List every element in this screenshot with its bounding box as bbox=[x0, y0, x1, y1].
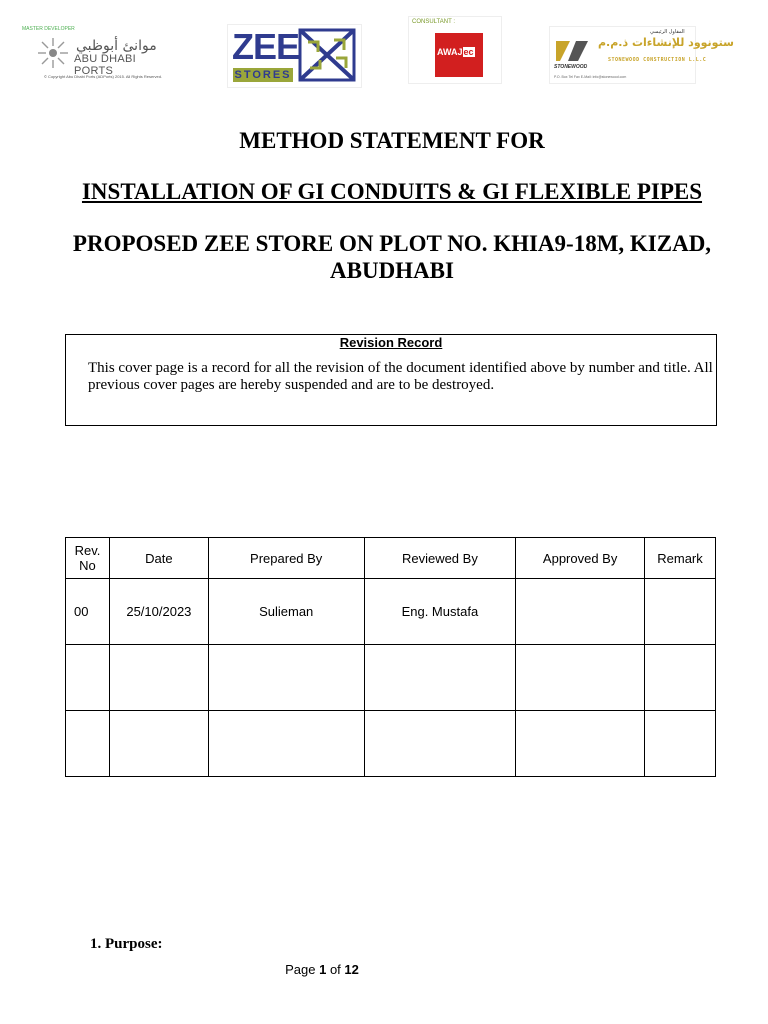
header-date: Date bbox=[109, 538, 208, 579]
cell-remark bbox=[645, 579, 716, 645]
revision-record-text: This cover page is a record for all the revision of the document identified above by number and title. All previous cover pages are hereby suspended and are to be destroyed. bbox=[88, 360, 713, 393]
main-contractor-label: المقاول الرئيسي bbox=[650, 29, 685, 35]
master-developer-label: MASTER DEVELOPER bbox=[22, 26, 75, 32]
header-remark: Remark bbox=[645, 538, 716, 579]
adp-copyright: © Copyright Abu Dhabi Ports (ADPorts) 2015. All Rights Reserved. bbox=[44, 74, 163, 79]
cell-approved-by bbox=[516, 645, 645, 711]
cell-approved-by bbox=[516, 579, 645, 645]
header-prepared-by: Prepared By bbox=[208, 538, 364, 579]
cell-prepared-by bbox=[208, 711, 364, 777]
adp-name-english: ABU DHABI PORTS bbox=[74, 53, 136, 77]
table-row bbox=[66, 645, 716, 711]
zee-stores-band: STORES bbox=[234, 69, 292, 81]
revision-record-box bbox=[65, 334, 717, 426]
table-row bbox=[66, 711, 716, 777]
zee-wordmark: ZEE bbox=[232, 26, 300, 67]
table-header-row bbox=[66, 538, 716, 579]
cell-remark bbox=[645, 645, 716, 711]
revision-record-heading: Revision Record bbox=[339, 335, 443, 350]
abu-dhabi-ports-logo bbox=[20, 24, 178, 82]
stonewood-name-arabic: ستونوود للإنشاءات ذ.م.م bbox=[598, 36, 734, 49]
section-purpose-heading: 1. Purpose: bbox=[90, 936, 163, 952]
cell-rev-no bbox=[66, 711, 110, 777]
cell-rev-no: 00 bbox=[66, 579, 110, 645]
cell-date: 25/10/2023 bbox=[109, 579, 208, 645]
awajec-logo-block bbox=[435, 33, 483, 77]
title-method-statement: METHOD STATEMENT FOR bbox=[239, 128, 545, 153]
revision-table bbox=[65, 537, 716, 777]
cell-prepared-by bbox=[208, 645, 364, 711]
stonewood-contact: P.O. Box Tel Fax E-Mail: info@stonewood.com bbox=[554, 75, 627, 79]
zee-pattern-icon bbox=[298, 28, 356, 82]
stonewood-mark-label: STONEWOOD bbox=[554, 64, 588, 70]
header-rev-no: Rev. No bbox=[66, 538, 110, 579]
cell-date bbox=[109, 711, 208, 777]
awajec-wordmark: AWAJec bbox=[437, 47, 474, 57]
cell-reviewed-by: Eng. Mustafa bbox=[364, 579, 516, 645]
page-number: Page 1 of 12 bbox=[285, 962, 359, 977]
cell-date bbox=[109, 645, 208, 711]
table-row bbox=[66, 579, 716, 645]
stonewood-name-english: STONEWOOD CONSTRUCTION L.L.C bbox=[608, 57, 707, 63]
header-approved-by: Approved By bbox=[516, 538, 645, 579]
stonewood-mark-icon bbox=[554, 37, 590, 65]
consultant-label: CONSULTANT : bbox=[412, 19, 456, 25]
cell-approved-by bbox=[516, 711, 645, 777]
cell-prepared-by: Sulieman bbox=[208, 579, 364, 645]
title-installation: INSTALLATION OF GI CONDUITS & GI FLEXIBLE PIPES bbox=[81, 179, 703, 204]
sun-emblem-icon bbox=[36, 36, 70, 70]
header-reviewed-by: Reviewed By bbox=[364, 538, 516, 579]
stonewood-logo bbox=[549, 26, 734, 84]
cell-rev-no bbox=[66, 645, 110, 711]
adp-name-arabic: موانئ أبوظبي bbox=[76, 38, 157, 54]
title-project: PROPOSED ZEE STORE ON PLOT NO. KHIA9-18M, KIZAD, ABUDHABI bbox=[72, 231, 712, 283]
consultant-logo bbox=[408, 16, 502, 84]
cell-remark bbox=[645, 711, 716, 777]
zee-stores-logo bbox=[227, 24, 362, 88]
cell-reviewed-by bbox=[364, 711, 516, 777]
cell-reviewed-by bbox=[364, 645, 516, 711]
